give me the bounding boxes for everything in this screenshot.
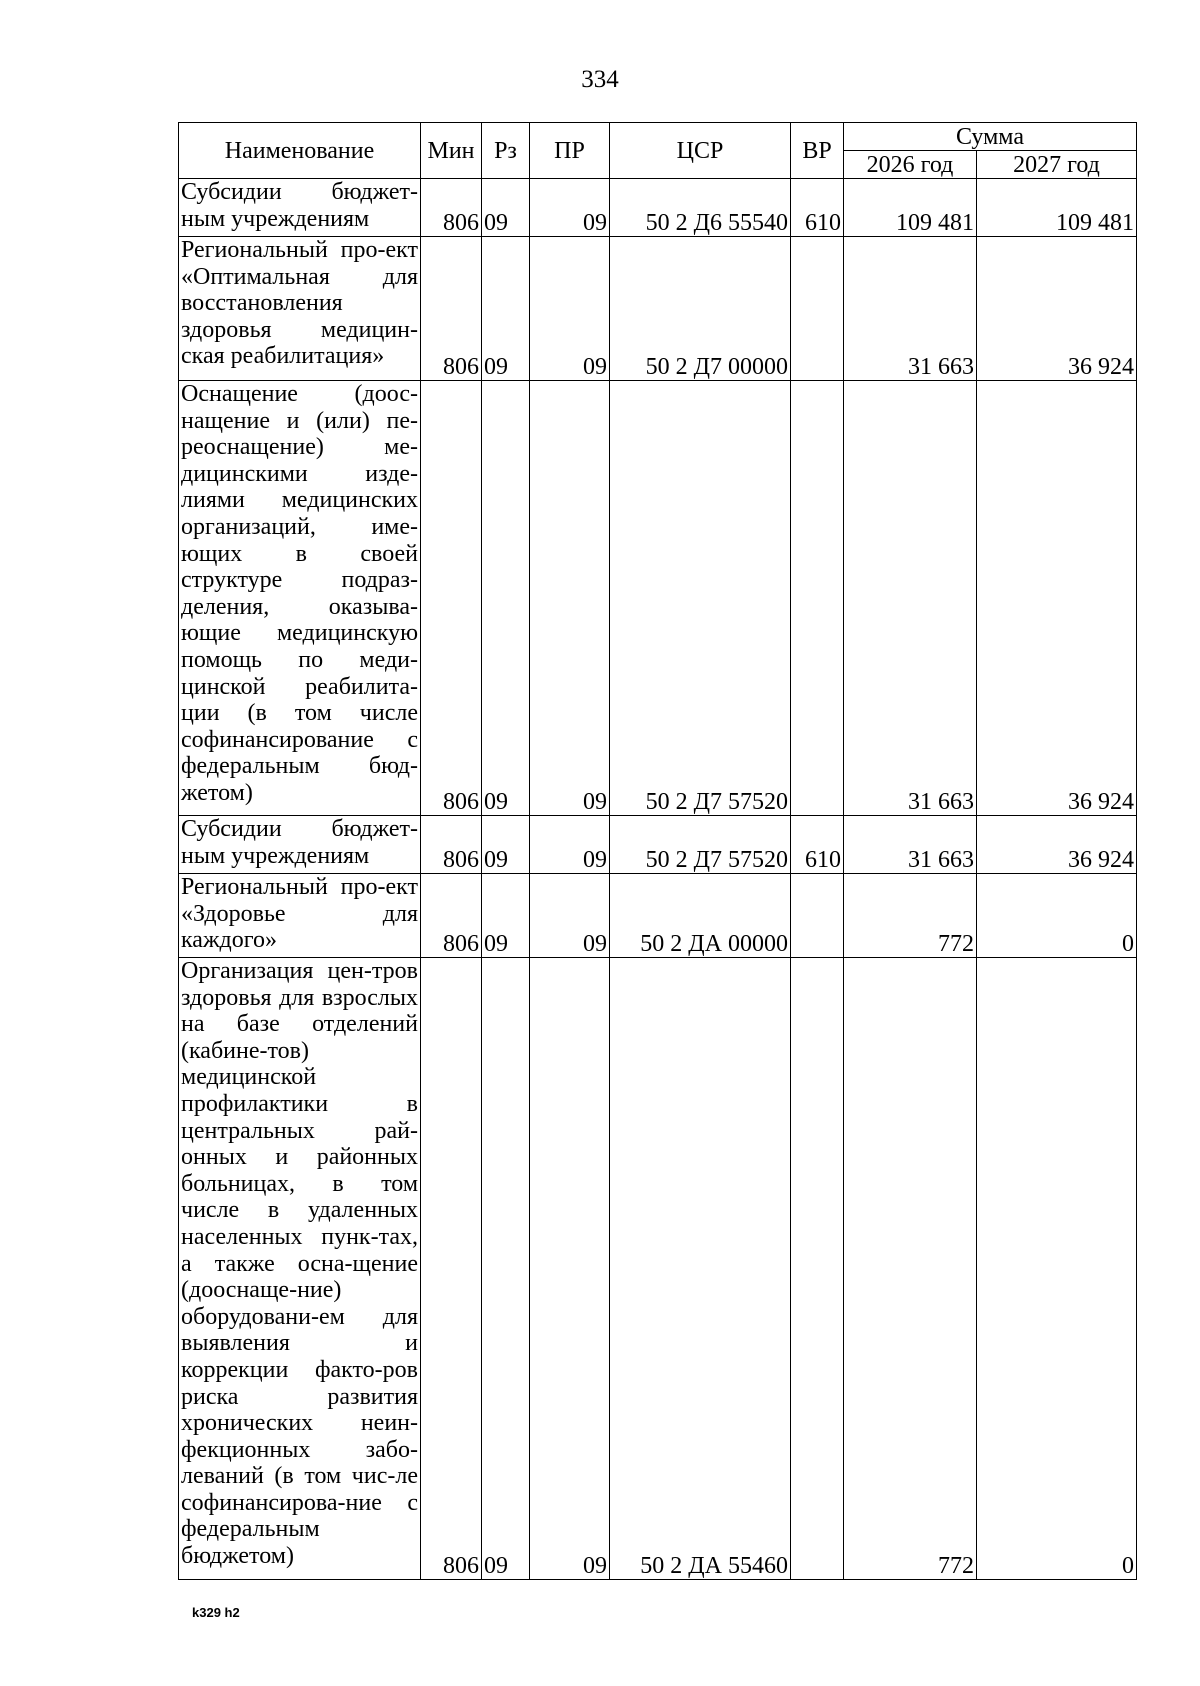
row-csr: 50 2 Д7 00000 bbox=[610, 237, 791, 381]
row-sum-2027: 0 bbox=[977, 874, 1137, 958]
row-sum-2026: 772 bbox=[844, 874, 977, 958]
row-name: Субсидии бюджет-ным учреждениям bbox=[179, 816, 421, 874]
row-rz: 09 bbox=[482, 958, 530, 1580]
table-row bbox=[179, 381, 1137, 816]
row-sum-2027: 36 924 bbox=[977, 237, 1137, 381]
row-vr: 610 bbox=[791, 816, 844, 874]
header-csr: ЦСР bbox=[610, 123, 791, 179]
row-csr: 50 2 Д7 57520 bbox=[610, 381, 791, 816]
row-name: Региональный про-ект «Оптимальная для восстановления здоровья медицин-ская реабилитация» bbox=[179, 237, 421, 381]
row-vr bbox=[791, 381, 844, 816]
header-sum: Сумма bbox=[844, 123, 1137, 151]
budget-table bbox=[178, 122, 1137, 1580]
row-sum-2027: 36 924 bbox=[977, 381, 1137, 816]
row-rz: 09 bbox=[482, 237, 530, 381]
row-min: 806 bbox=[421, 958, 482, 1580]
row-min: 806 bbox=[421, 237, 482, 381]
row-sum-2027: 36 924 bbox=[977, 816, 1137, 874]
row-sum-2027: 0 bbox=[977, 958, 1137, 1580]
row-min: 806 bbox=[421, 381, 482, 816]
row-name: Организация цен-тров здоровья для взрослых на базе отделений (кабине-тов) медицинской профилактики в центральных рай-онных и районных больницах, в том числе в удаленных населенных пунк-тах, а также осна-щение (дооснаще-ние) оборудовани-ем для выявления и коррекции факто-ров риска развития хронических неин-фекционных забо-леваний (в том чис-ле софинансирова-ние с федеральным бюджетом) bbox=[179, 958, 421, 1580]
row-name: Оснащение (доос-нащение и (или) пе-реоснащение) ме-дицинскими изде-лиями медицинских организаций, име-ющих в своей структуре подраз-деления, оказыва-ющие медицинскую помощь по меди-цинской реабилита-ции (в том числе софинансирование с федеральным бюд-жетом) bbox=[179, 381, 421, 816]
row-sum-2026: 109 481 bbox=[844, 179, 977, 237]
row-csr: 50 2 Д6 55540 bbox=[610, 179, 791, 237]
row-rz: 09 bbox=[482, 179, 530, 237]
row-name: Региональный про-ект «Здоровье для каждого» bbox=[179, 874, 421, 958]
header-rz: Рз bbox=[482, 123, 530, 179]
table-row bbox=[179, 179, 1137, 237]
row-pr: 09 bbox=[530, 958, 610, 1580]
row-sum-2027: 109 481 bbox=[977, 179, 1137, 237]
header-min: Мин bbox=[421, 123, 482, 179]
header-vr: ВР bbox=[791, 123, 844, 179]
header-year-2027: 2027 год bbox=[977, 151, 1137, 179]
row-pr: 09 bbox=[530, 816, 610, 874]
row-sum-2026: 772 bbox=[844, 958, 977, 1580]
table-row bbox=[179, 816, 1137, 874]
row-vr bbox=[791, 958, 844, 1580]
row-pr: 09 bbox=[530, 874, 610, 958]
row-pr: 09 bbox=[530, 179, 610, 237]
row-csr: 50 2 Д7 57520 bbox=[610, 816, 791, 874]
row-vr bbox=[791, 237, 844, 381]
row-vr: 610 bbox=[791, 179, 844, 237]
row-pr: 09 bbox=[530, 381, 610, 816]
row-min: 806 bbox=[421, 816, 482, 874]
row-sum-2026: 31 663 bbox=[844, 237, 977, 381]
row-min: 806 bbox=[421, 179, 482, 237]
row-rz: 09 bbox=[482, 381, 530, 816]
row-name: Субсидии бюджет-ным учреждениям bbox=[179, 179, 421, 237]
row-rz: 09 bbox=[482, 816, 530, 874]
page-number: 334 bbox=[581, 66, 619, 93]
row-rz: 09 bbox=[482, 874, 530, 958]
footer-code: k329 h2 bbox=[192, 1605, 240, 1620]
row-csr: 50 2 ДА 00000 bbox=[610, 874, 791, 958]
table-row bbox=[179, 874, 1137, 958]
row-min: 806 bbox=[421, 874, 482, 958]
table-row bbox=[179, 958, 1137, 1580]
row-csr: 50 2 ДА 55460 bbox=[610, 958, 791, 1580]
row-sum-2026: 31 663 bbox=[844, 816, 977, 874]
row-pr: 09 bbox=[530, 237, 610, 381]
header-year-2026: 2026 год bbox=[844, 151, 977, 179]
header-pr: ПР bbox=[530, 123, 610, 179]
table-row bbox=[179, 237, 1137, 381]
row-vr bbox=[791, 874, 844, 958]
row-sum-2026: 31 663 bbox=[844, 381, 977, 816]
header-name: Наименование bbox=[179, 123, 421, 179]
